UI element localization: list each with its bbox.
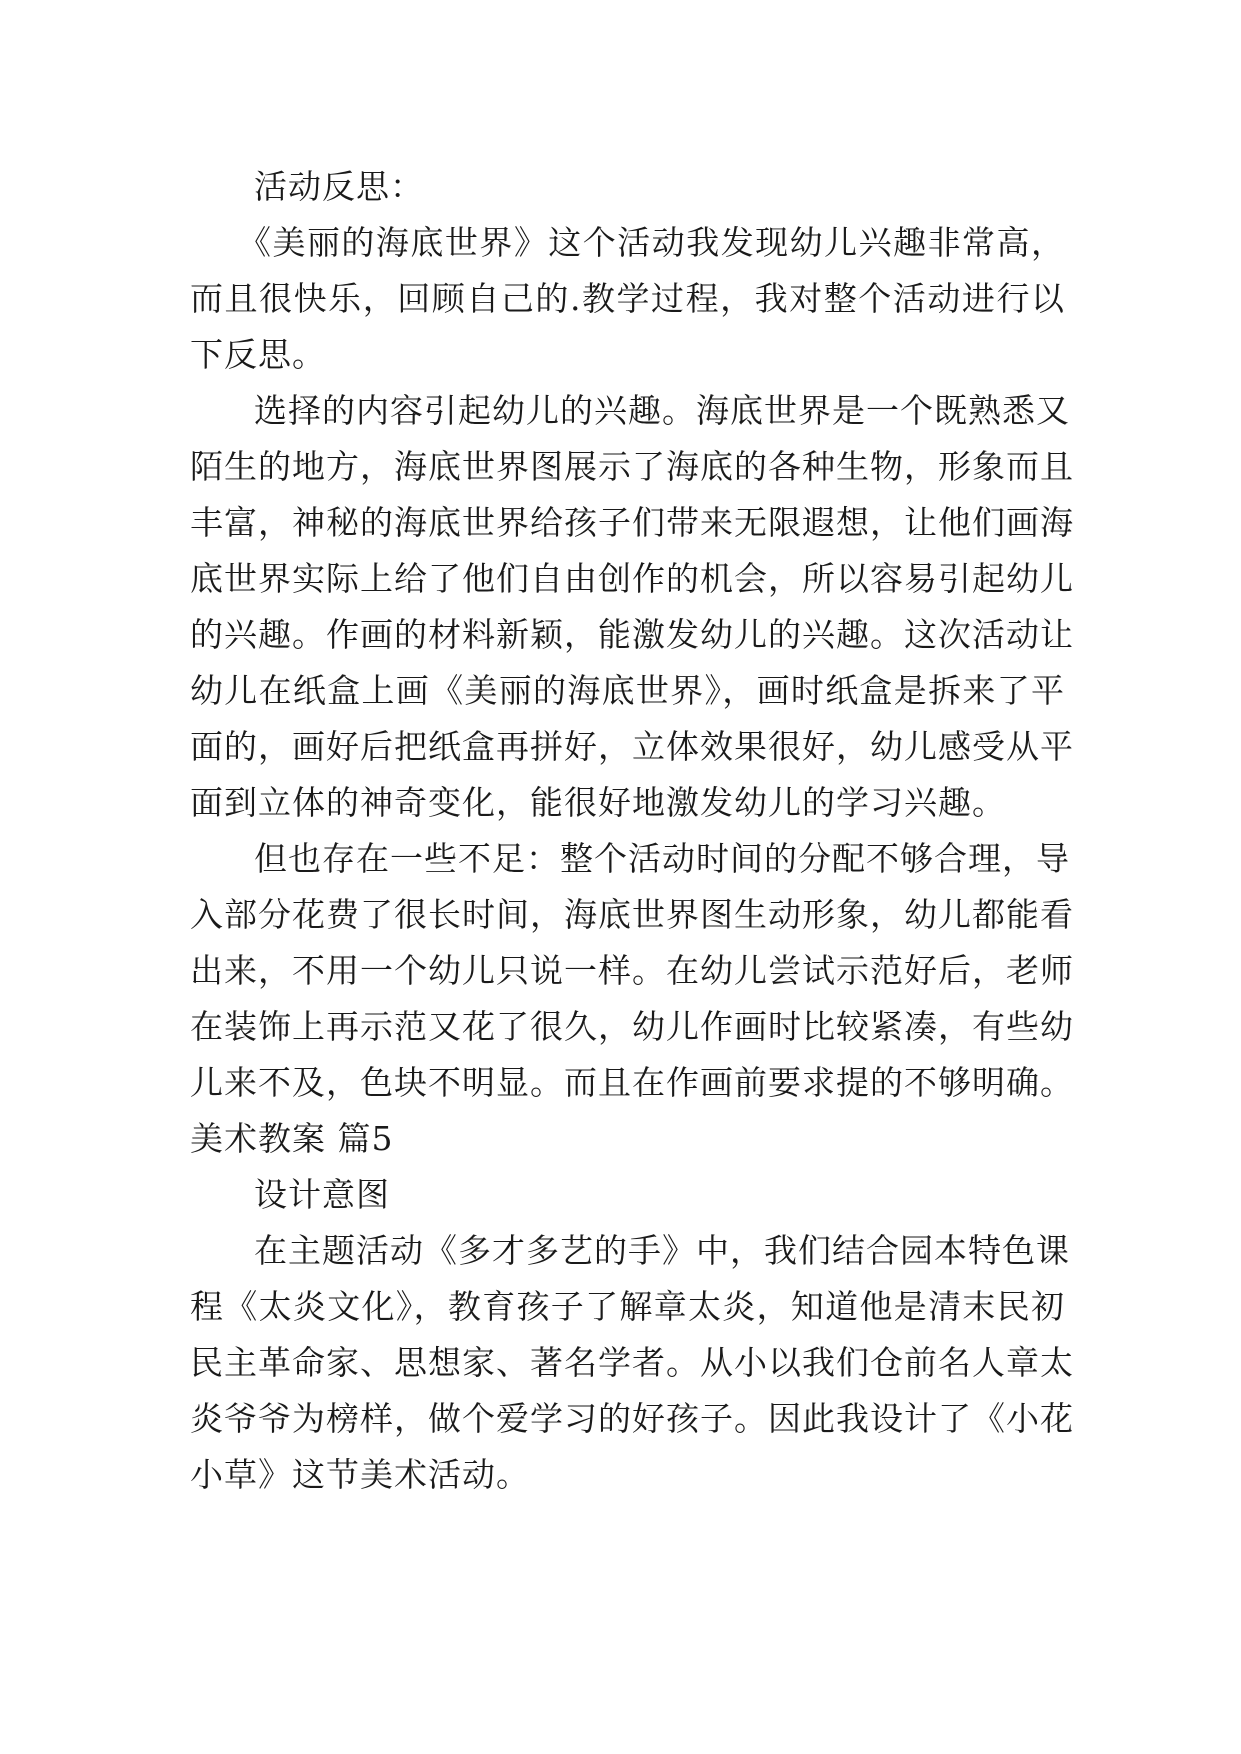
paragraph-line: 而且很快乐，回顾自己的.教学过程，我对整个活动进行以 <box>190 279 1065 318</box>
paragraph-line: 丰富，神秘的海底世界给孩子们带来无限遐想，让他们画海 <box>190 503 1074 542</box>
paragraph-line: 陌生的地方，海底世界图展示了海底的各种生物，形象而且 <box>190 447 1074 486</box>
paragraph-line: 炎爷爷为榜样，做个爱学习的好孩子。因此我设计了《小花 <box>190 1399 1074 1438</box>
paragraph-line: 儿来不及，色块不明显。而且在作画前要求提的不够明确。 <box>190 1063 1074 1102</box>
paragraph-line: 《美丽的海底世界》这个活动我发现幼儿兴趣非常高， <box>238 223 1065 262</box>
section-title: 美术教案 篇5 <box>190 1119 394 1158</box>
paragraph-line: 幼儿在纸盒上画《美丽的海底世界》，画时纸盒是拆来了平 <box>190 671 1065 710</box>
paragraph-line: 小草》这节美术活动。 <box>190 1455 530 1494</box>
subsection-heading: 设计意图 <box>254 1175 390 1214</box>
heading-activity-reflection: 活动反思： <box>254 167 424 206</box>
paragraph-line: 民主革命家、思想家、著名学者。从小以我们仓前名人章太 <box>190 1343 1074 1382</box>
paragraph-line: 选择的内容引起幼儿的兴趣。海底世界是一个既熟悉又 <box>254 391 1070 430</box>
paragraph-line: 在主题活动《多才多艺的手》中，我们结合园本特色课 <box>254 1231 1070 1270</box>
paragraph-line: 入部分花费了很长时间，海底世界图生动形象，幼儿都能看 <box>190 895 1074 934</box>
paragraph-line: 在装饰上再示范又花了很久，幼儿作画时比较紧凑，有些幼 <box>190 1007 1074 1046</box>
paragraph-line: 但也存在一些不足：整个活动时间的分配不够合理，导 <box>254 839 1070 878</box>
paragraph-line: 下反思。 <box>190 335 326 374</box>
paragraph-line: 的兴趣。作画的材料新颖，能激发幼儿的兴趣。这次活动让 <box>190 615 1074 654</box>
paragraph-line: 出来，不用一个幼儿只说一样。在幼儿尝试示范好后，老师 <box>190 951 1074 990</box>
paragraph-line: 面到立体的神奇变化，能很好地激发幼儿的学习兴趣。 <box>190 783 1006 822</box>
paragraph-line: 底世界实际上给了他们自由创作的机会，所以容易引起幼儿 <box>190 559 1074 598</box>
paragraph-line: 面的，画好后把纸盒再拼好，立体效果很好，幼儿感受从平 <box>190 727 1074 766</box>
paragraph-line: 程《太炎文化》，教育孩子了解章太炎，知道他是清末民初 <box>190 1287 1065 1326</box>
